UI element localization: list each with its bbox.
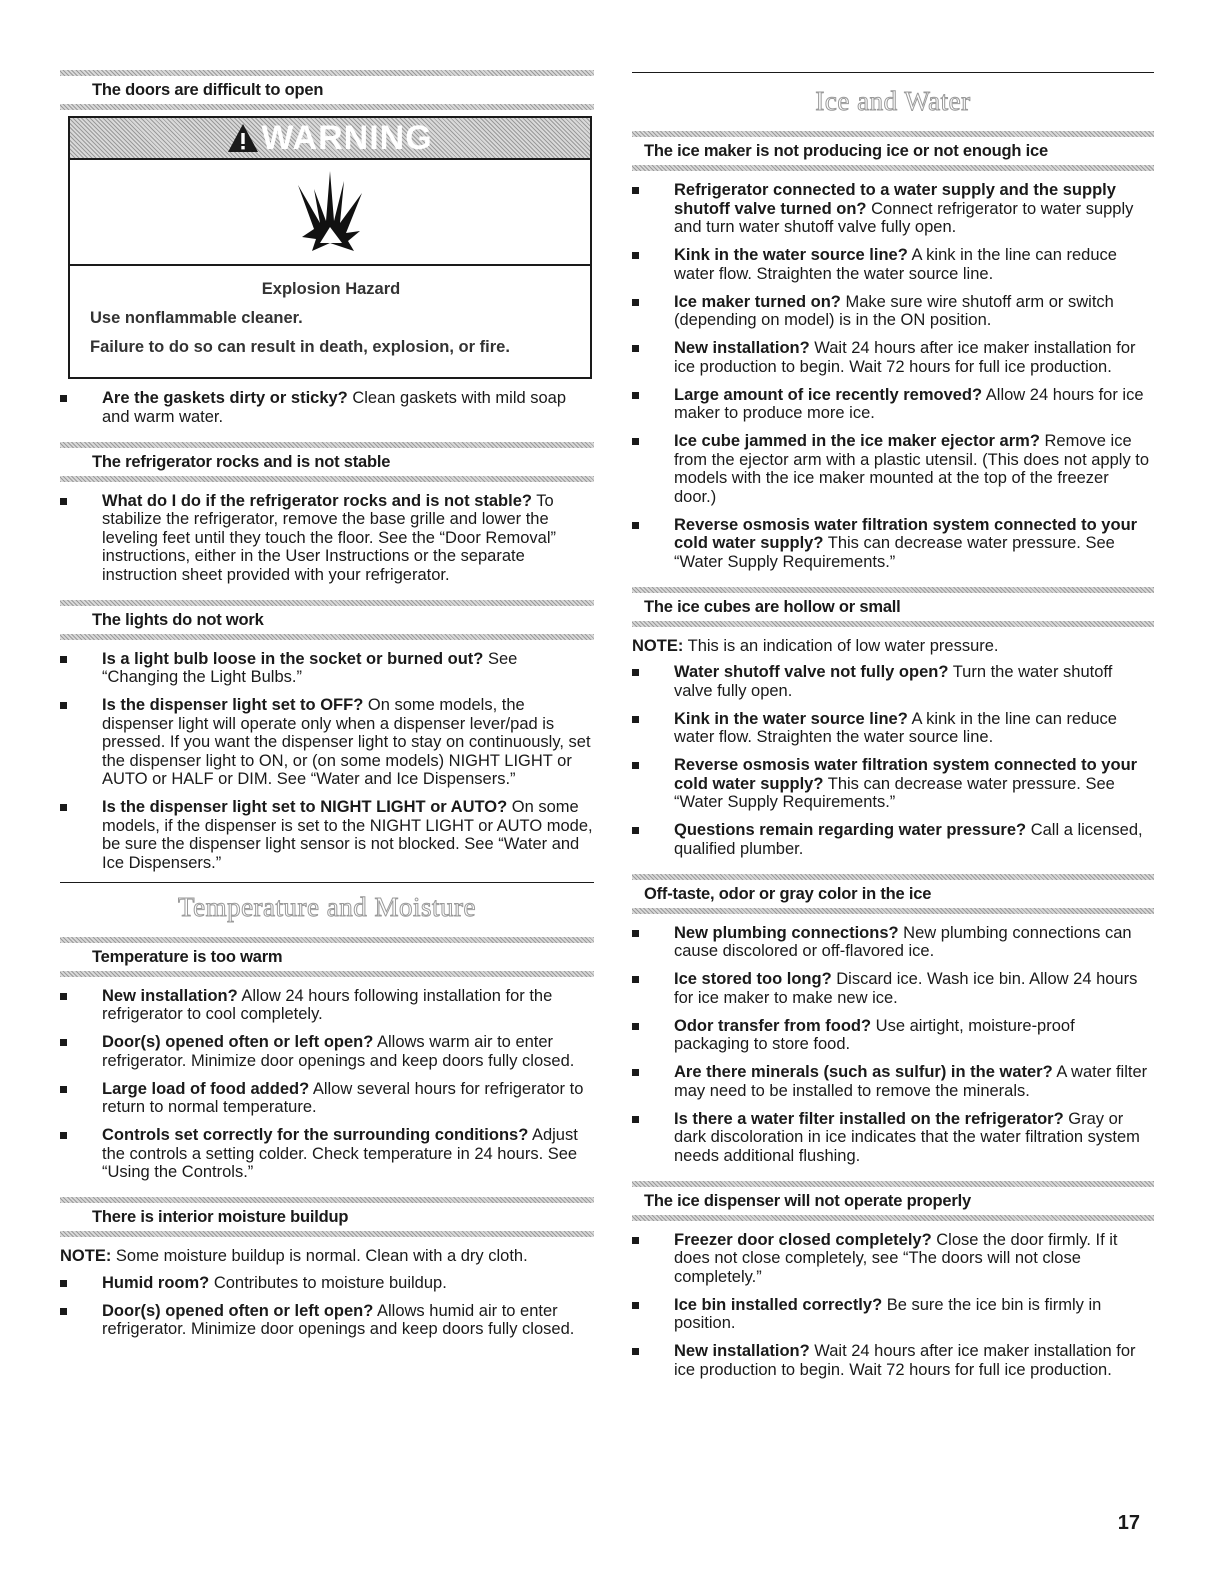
subheading-moisture: There is interior moisture buildup: [92, 1208, 349, 1226]
list-item: Water shutoff valve not fully open? Turn the water shutoff valve fully open.: [632, 663, 1154, 700]
warning-hazard: Explosion Hazard: [261, 280, 401, 298]
list-item: Reverse osmosis water filtration system connected to your cold water supply? This can decrease water pressure. See “Water Supply Requirements.”: [632, 756, 1154, 812]
subheading-dispenser: The ice dispenser will not operate properly: [644, 1191, 971, 1210]
warning-text: [70, 266, 590, 377]
warning-triangle-icon: [227, 123, 259, 153]
list-taste: [632, 924, 1154, 1166]
list-item: Is there a water filter installed on the refrigerator? Gray or dark discoloration in ice indicates that the water filtration system needs additional flushing.: [632, 1110, 1154, 1166]
explosion-icon: [290, 167, 370, 257]
section-rule: [60, 882, 594, 883]
warning-box: [68, 116, 592, 379]
subheading-taste: Off-taste, odor or gray color in the ice: [644, 884, 932, 903]
list-dispenser: [632, 1231, 1154, 1380]
left-column: [60, 70, 594, 1348]
list-doors: [60, 389, 594, 426]
heading-rule: [60, 104, 594, 110]
section-title-temperature: Temperature and Moisture: [177, 891, 476, 922]
warning-picture: [70, 160, 590, 266]
list-item: What do I do if the refrigerator rocks and is not stable? To stabilize the refrigerator, remove the base grille and lower the leveling feet until they touch the floor. See the “Door Removal” instructions, either in the User Instructions or the separate instruction sheet provided with your refrigerator.: [60, 492, 594, 585]
list-item: Ice bin installed correctly? Be sure the ice bin is firmly in position.: [632, 1296, 1154, 1333]
list-item: New plumbing connections? New plumbing connections can cause discolored or off-flavored ice.: [632, 924, 1154, 961]
warning-line-2: Failure to do so can result in death, explosion, or fire.: [90, 338, 510, 356]
warning-line-1: Use nonflammable cleaner.: [90, 309, 303, 327]
note-hollow: NOTE: This is an indication of low water pressure.: [632, 636, 999, 655]
list-lights: [60, 650, 594, 873]
list-rocks: [60, 492, 594, 585]
list-item: Freezer door closed completely? Close the door firmly. If it does not close completely, see “The doors will not close completely.”: [632, 1231, 1154, 1287]
list-item: Door(s) opened often or left open? Allows warm air to enter refrigerator. Minimize door openings and keep doors fully closed.: [60, 1033, 594, 1070]
list-item: Large load of food added? Allow several hours for refrigerator to return to normal temperature.: [60, 1080, 594, 1117]
list-item: Door(s) opened often or left open? Allows humid air to enter refrigerator. Minimize door openings and keep doors fully closed.: [60, 1302, 594, 1339]
list-item: Kink in the water source line? A kink in the line can reduce water flow. Straighten the water source line.: [632, 710, 1154, 747]
list-item: Controls set correctly for the surrounding conditions? Adjust the controls a setting colder. Check temperature in 24 hours. See “Using the Controls.”: [60, 1126, 594, 1182]
list-item: Is the dispenser light set to NIGHT LIGHT or AUTO? On some models, if the dispenser is set to the NIGHT LIGHT or AUTO mode, be sure the dispenser light sensor is not blocked. See “Water and Ice Dispensers.”: [60, 798, 594, 872]
list-item: Are there minerals (such as sulfur) in the water? A water filter may need to be installed to remove the minerals.: [632, 1063, 1154, 1100]
list-warm: [60, 987, 594, 1182]
list-item: Questions remain regarding water pressure? Call a licensed, qualified plumber.: [632, 821, 1154, 858]
list-item: Large amount of ice recently removed? Allow 24 hours for ice maker to produce more ice.: [632, 386, 1154, 423]
subheading-hollow: The ice cubes are hollow or small: [644, 597, 901, 616]
right-column: [632, 70, 1154, 1389]
page-number: 17: [1117, 1512, 1140, 1534]
subheading-rocks: The refrigerator rocks and is not stable: [92, 452, 391, 471]
list-item: New installation? Wait 24 hours after ice maker installation for ice production to begin. Wait 72 hours for full ice production.: [632, 339, 1154, 376]
list-item: Ice stored too long? Discard ice. Wash ice bin. Allow 24 hours for ice maker to make new ice.: [632, 970, 1154, 1007]
warning-title: WARNING: [261, 118, 433, 157]
list-item: Is a light bulb loose in the socket or burned out? See “Changing the Light Bulbs.”: [60, 650, 594, 687]
list-item: Odor transfer from food? Use airtight, moisture-proof packaging to store food.: [632, 1017, 1154, 1054]
subheading-lights: The lights do not work: [92, 610, 264, 629]
list-item: New installation? Allow 24 hours following installation for the refrigerator to cool completely.: [60, 987, 594, 1024]
list-item: Are the gaskets dirty or sticky? Clean gaskets with mild soap and warm water.: [60, 389, 594, 426]
list-item: Ice maker turned on? Make sure wire shutoff arm or switch (depending on model) is in the ON position.: [632, 293, 1154, 330]
section-rule: [632, 72, 1154, 73]
note-moisture: NOTE: Some moisture buildup is normal. Clean with a dry cloth.: [60, 1247, 528, 1265]
list-item: New installation? Wait 24 hours after ice maker installation for ice production to begin. Wait 72 hours for full ice production.: [632, 1342, 1154, 1379]
subheading-warm: Temperature is too warm: [92, 947, 283, 966]
list-item: Kink in the water source line? A kink in the line can reduce water flow. Straighten the water source line.: [632, 246, 1154, 283]
list-not-producing: [632, 181, 1154, 571]
list-item: Is the dispenser light set to OFF? On some models, the dispenser light will operate only when a dispenser lever/pad is pressed. If you want the dispenser light to stay on continuously, set the dispenser light to ON, or (on some models) NIGHT LIGHT or AUTO or HALF or DIM. See “Water and Ice Dispensers.”: [60, 696, 594, 789]
list-item: Ice cube jammed in the ice maker ejector arm? Remove ice from the ejector arm with a plastic utensil. (This does not apply to models with the ice maker mounted at the top of the freezer door.): [632, 432, 1154, 506]
subheading-not-producing: The ice maker is not producing ice or not enough ice: [644, 142, 1049, 160]
list-hollow: [632, 663, 1154, 858]
subheading-doors: The doors are difficult to open: [92, 81, 324, 99]
list-item: Reverse osmosis water filtration system connected to your cold water supply? This can decrease water pressure. See “Water Supply Requirements.”: [632, 516, 1154, 572]
list-item: Humid room? Contributes to moisture buildup.: [60, 1274, 594, 1293]
warning-header: [70, 118, 590, 160]
section-title-ice-water: Ice and Water: [815, 86, 971, 116]
list-moisture: [60, 1274, 594, 1339]
list-item: Refrigerator connected to a water supply and the supply shutoff valve turned on? Connect refrigerator to water supply and turn water shutoff valve fully open.: [632, 181, 1154, 237]
